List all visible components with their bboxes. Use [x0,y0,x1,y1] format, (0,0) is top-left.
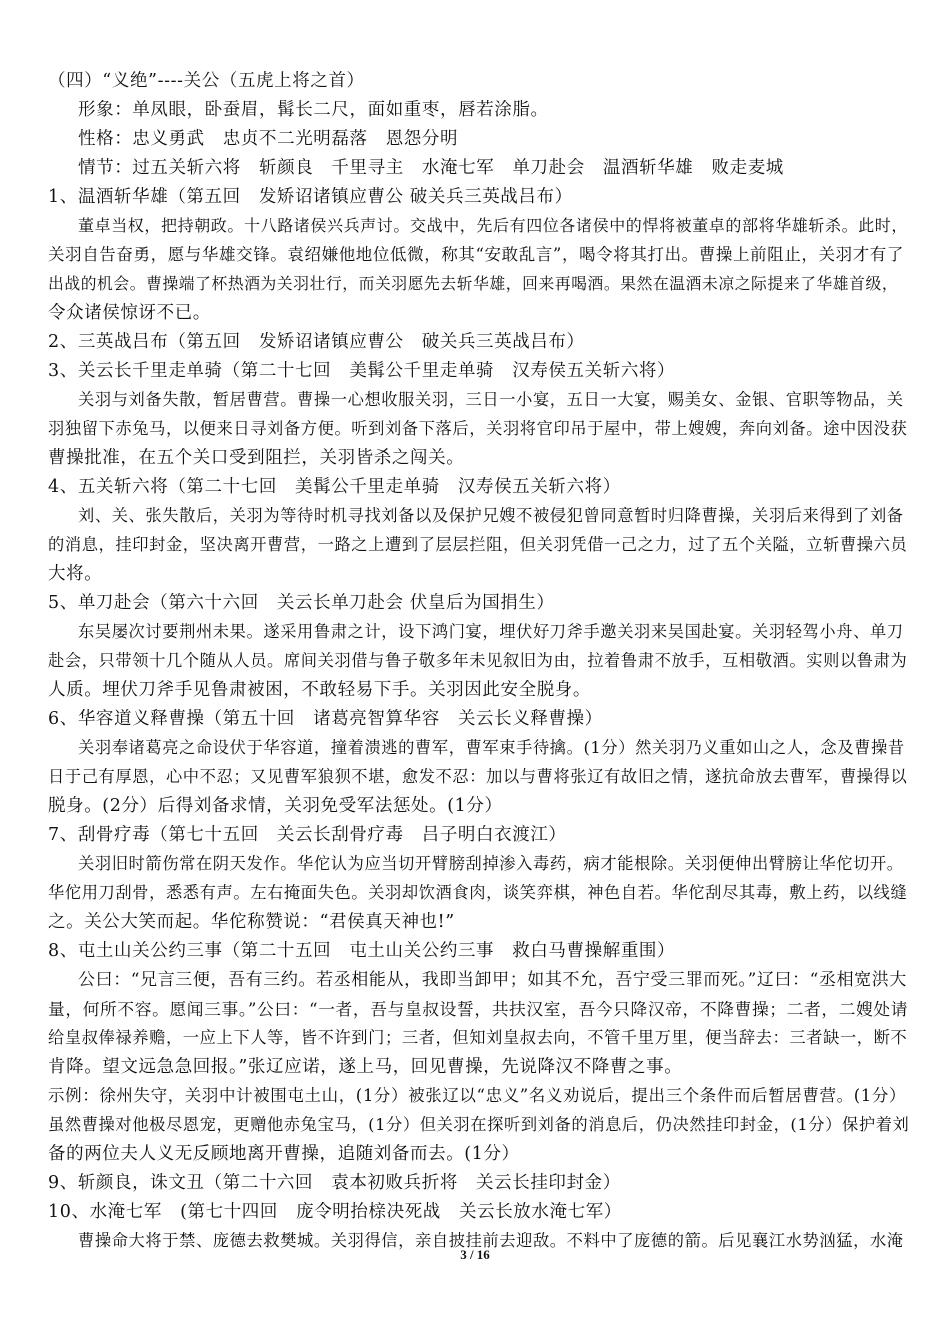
text-line: 2、三英战吕布（第五回 发矫诏诸镇应曹公 破关兵三英战吕布） [48,332,585,352]
text-line: 给皇叔俸禄养赡，一应上下人等，皆不许到门；三者，但知刘皇叔去向，不管千里万里，便当辞去：三者缺一，断不 [48,1028,908,1047]
text-line: 脱身。(2分）后得刘备求情，关羽免受军法惩处。(1分） [48,796,503,816]
text-line: 1、温酒斩华雄（第五回 发矫诏诸镇应曹公 破关兵三英战吕布） [48,187,573,207]
text-line: 关羽自告奋勇，愿与华雄交锋。袁绍嫌他地位低微，称其“安敢乱言”，喝令将其打出。曹操上前阻止，关羽才有了 [48,245,904,264]
text-line: 关羽奉诸葛亮之命设伏于华容道，撞着溃逃的曹军，曹军束手待擒。(1分）然关羽乃义重如山之人，念及曹操昔 [78,738,905,757]
text-line: 曹操批准，在五个关口受到阻拦，关羽皆杀之闯关。 [48,448,465,468]
text-line: 曹操命大将于禁、庞德去救樊城。关羽得信，亲自披挂前去迎敌。不料中了庞德的箭。后见襄江水势汹猛，水淹 [78,1231,904,1250]
text-line: 刘、关、张失散后，关羽为等待时机寻找刘备以及保护兄嫂不被侵犯曾同意暂时归降曹操，关羽后来得到了刘备 [78,506,904,525]
text-line: 羽独留下赤兔马，以便来日寻刘备方便。听到刘备下落后，关羽将官印吊于屋中，带上嫂嫂，奔向刘备。途中因没获 [48,419,908,438]
text-line: 赴会，只带领十几个随从人员。席间关羽借与鲁子敬多年未见叙旧为由，拉着鲁肃不放手，互相敬酒。实则以鲁肃为 [48,651,908,670]
text-line: 5、单刀赴会（第六十六回 关云长单刀赴会 伏皇后为国捐生） [48,593,555,613]
text-line: 性格：忠义勇武 忠贞不二光明磊落 恩怨分明 [78,129,459,149]
text-line: 形象：单凤眼，卧蚕眉，髯长二尺，面如重枣，唇若涂脂。 [78,100,549,120]
text-line: 东吴屡次讨要荆州未果。遂采用鲁肃之计，设下鸿门宴，埋伏好刀斧手邀关羽来吴国赴宴。关羽轻驾小舟、单刀 [78,622,904,641]
text-line: 4、五关斩六将（第二十七回 美髯公千里走单骑 汉寿侯五关斩六将） [48,477,621,497]
text-line: 出战的机会。曹操端了杯热酒为关羽壮行，而关羽愿先去斩华雄，回来再喝酒。果然在温酒未凉之际提来了华雄首级， [48,274,899,293]
text-line: 华佗用刀刮骨，悉悉有声。左右掩面失色。关羽却饮酒食肉，谈笑弈棋，神色自若。华佗刮尽其毒，敷上药，以线缝 [48,883,908,902]
text-line: 关羽旧时箭伤常在阴天发作。华佗认为应当切开臂膀刮掉渗入毒药，病才能根除。关羽便伸出臂膀让华佗切开。 [78,854,904,873]
text-line: 6、华容道义释曹操（第五十回 诸葛亮智算华容 关云长义释曹操） [48,709,603,729]
text-line: 8、屯土山关公约三事（第二十五回 屯土山关公约三事 救白马曹操解重围） [48,941,676,961]
text-line: 示例：徐州失守，关羽中计被围屯土山，(1分）被张辽以“忠义”名义劝说后，提出三个条件而后暂居曹营。(1分） [48,1086,907,1105]
text-line: 备的两位夫人义无反顾地离开曹操，追随刘备而去。(1分） [48,1144,520,1164]
text-line: 肯降。望文远急急回报。”张辽应诺，遂上马，回见曹操，先说降汉不降曹之事。 [48,1057,683,1077]
text-line: 关羽与刘备失散，暂居曹营。曹操一心想收服关羽，三日一小宴，五日一大宴，赐美女、金银、官职等物品，关 [78,390,904,409]
text-line: 人质。埋伏刀斧手见鲁肃被困，不敢轻易下手。关羽因此安全脱身。 [48,680,591,700]
page-number: 3 / 16 [460,1247,490,1262]
text-line: 之。关公大笑而起。华佗称赞说：“君侯真天神也!” [48,912,455,932]
text-line: 董卓当权，把持朝政。十八路诸侯兴兵声讨。交战中，先后有四位各诸侯中的悍将被董卓的部将华雄斩杀。此时， [78,216,909,235]
text-line: 大将。 [48,564,103,584]
text-line: 的消息，挂印封金，坚决离开曹营，一路之上遭到了层层拦阻，但关羽凭借一己之力，过了五个关隘，立斩曹操六员 [48,535,908,554]
text-line: 日于己有厚恩，心中不忍；又见曹军狼狈不堪，愈发不忍：加以与曹将张辽有故旧之情，遂抗命放去曹军，曹操得以 [48,767,908,786]
text-line: 3、关云长千里走单骑（第二十七回 美髯公千里走单骑 汉寿侯五关斩六将） [48,361,676,381]
text-line: 10、水淹七军 (第七十四回 庞令明抬榇决死战 关云长放水淹七军） [48,1202,622,1222]
text-line: 情节：过五关斩六将 斩颜良 千里寻主 水淹七军 单刀赴会 温酒斩华雄 败走麦城 [78,158,784,178]
text-line: 7、刮骨疗毒（第七十五回 关云长刮骨疗毒 吕子明白衣渡江） [48,825,567,845]
text-line: 令众诸侯惊讶不已。 [48,303,211,323]
text-line: 量，何所不容。愿闻三事。”公曰：“一者，吾与皇叔设誓，共扶汉室，吾今只降汉帝，不降曹操；二者，二嫂处请 [48,999,909,1019]
text-line: 公曰：“兄言三便，吾有三约。若丞相能从，我即当卸甲；如其不允，吾宁受三罪而死。”辽曰：“丞相宽洪大 [78,970,907,990]
text-line: 9、斩颜良，诛文丑（第二十六回 袁本初败兵折将 关云长挂印封金） [48,1173,621,1193]
text-line: 虽然曹操对他极尽恩宠，更赠他赤兔宝马，(1分）但关羽在探听到刘备的消息后，仍决然挂印封金，(1分）保护着刘 [48,1115,910,1134]
text-line: （四）“义绝”----关公（五虎上将之首） [48,71,365,91]
